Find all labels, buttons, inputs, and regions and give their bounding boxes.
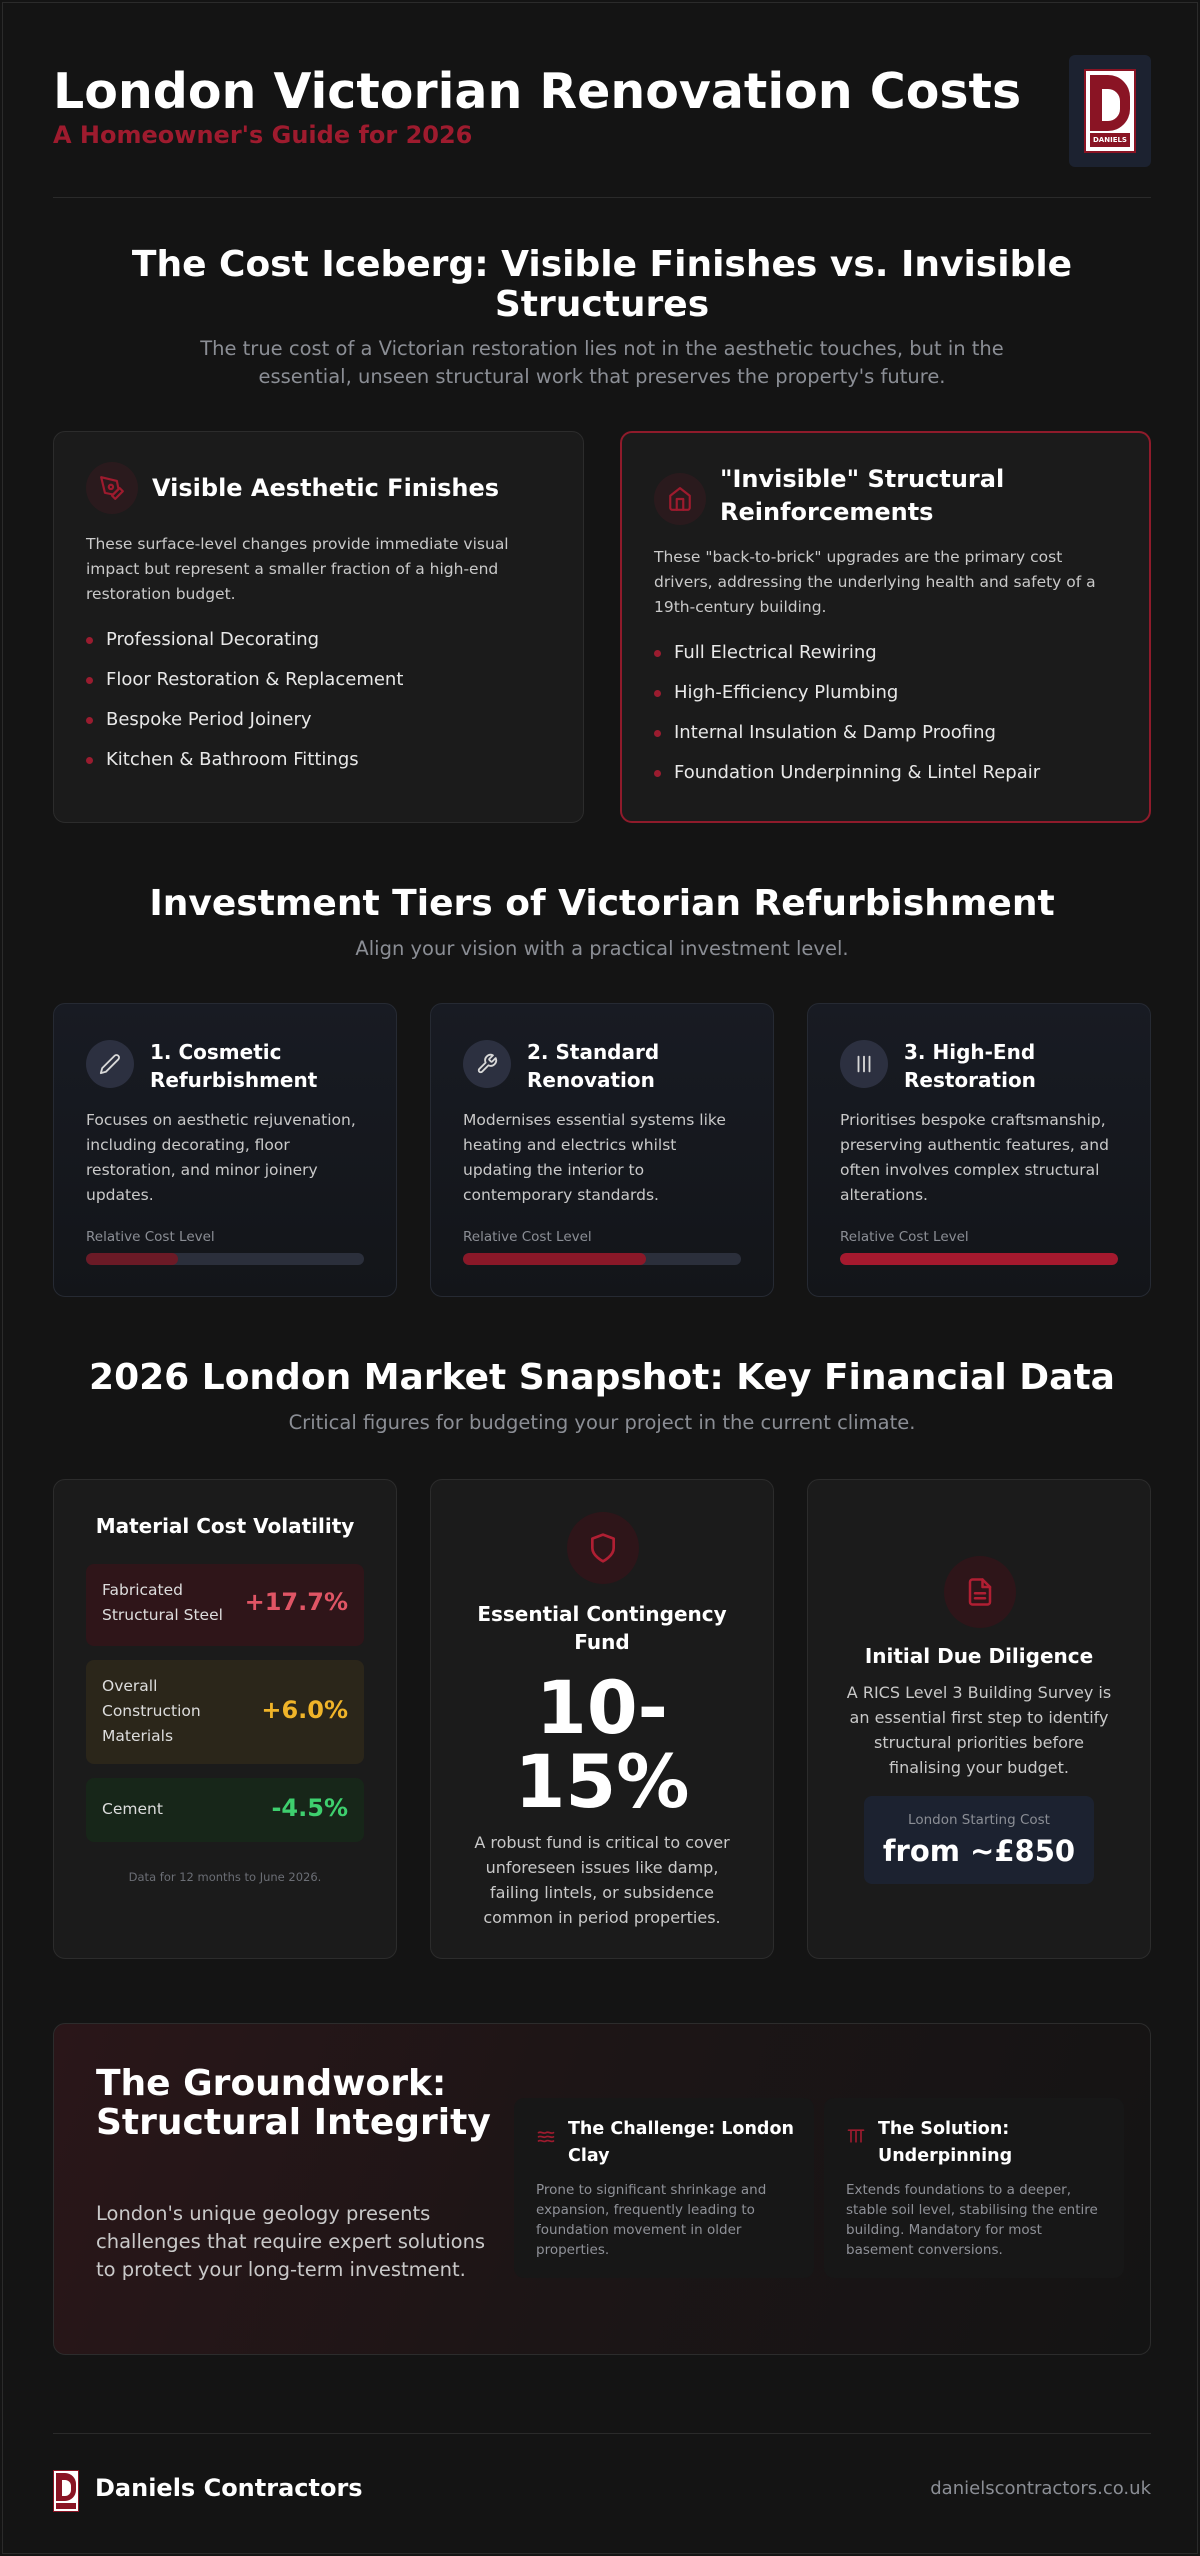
page [2,2,1198,2554]
volatility-title: Material Cost Volatility [95,1514,355,1538]
page-subtitle: A Homeowner's Guide for 2026 [53,121,473,149]
house-icon [654,473,706,525]
tier-card-standard [430,1003,774,1297]
tier-cost-label: Relative Cost Level [463,1229,592,1245]
tier-title: 3. High-End Restoration [904,1040,1036,1092]
challenge-box [514,2098,814,2278]
visible-finishes-list [86,628,403,788]
tier-cost-fill [840,1253,1118,1265]
tier-title: 1. Cosmetic Refurbishment [150,1040,318,1092]
shield-icon [567,1512,639,1584]
tier-cost-bar [840,1253,1118,1265]
tier-card-high-end [807,1003,1151,1297]
visible-finishes-card [53,431,584,823]
list-item: Foundation Underpinning & Lintel Repair [654,761,1040,801]
volatility-row-cement [86,1778,364,1842]
snapshot-section-subtitle: Critical figures for budgeting your project in the current climate. [288,1411,916,1434]
list-item: Kitchen & Bathroom Fittings [86,748,403,788]
volatility-value: -4.5% [271,1794,348,1822]
daniels-logo [1084,69,1136,153]
pencil-icon [86,1040,134,1088]
challenge-description: Prone to significant shrinkage and expansion, frequently leading to foundation movement in older properties. [536,2182,767,2258]
wrench-icon [463,1040,511,1088]
list-item: Bespoke Period Joinery [86,708,403,748]
diligence-description: A RICS Level 3 Building Survey is an essential first step to identify structural priorities before finalising your budget. [846,1683,1112,1777]
list-item: Professional Decorating [86,628,403,668]
structural-reinforcements-list [654,641,1040,801]
document-icon [944,1556,1016,1628]
contingency-stat-line2: 15% [514,1740,690,1825]
volatility-value: +17.7% [244,1588,348,1616]
tier-title: 2. Standard Renovation [527,1040,660,1092]
columns-icon [840,1040,888,1088]
visible-finishes-title: Visible Aesthetic Finishes [152,474,500,502]
groundwork-title: The Groundwork: Structural Integrity [96,2063,491,2143]
contingency-stat-line1: 10- [536,1666,668,1751]
survey-cost-box [864,1796,1094,1884]
volatility-label: Cement [102,1800,163,1818]
tiers-section-subtitle: Align your vision with a practical investment level. [355,937,849,960]
tier-cost-fill [463,1253,646,1265]
tier-cost-label: Relative Cost Level [840,1229,969,1245]
solution-description: Extends foundations to a deeper, stable soil level, stabilising the entire building. Mandatory for most basement conversions. [846,2182,1098,2258]
list-item: Full Electrical Rewiring [654,641,1040,681]
due-diligence-card [807,1479,1151,1959]
waves-icon [536,2126,556,2146]
contingency-title: Essential Contingency Fund [477,1602,727,1654]
volatility-row-steel [86,1564,364,1646]
solution-box [824,2098,1124,2278]
structural-reinforcements-description: These "back-to-brick" upgrades are the primary cost drivers, addressing the underlying health and safety of a 19th-century building. [654,548,1096,616]
groundwork-description: London's unique geology presents challenges that require expert solutions to protect your long-term investment. [96,2202,486,2281]
list-item: Floor Restoration & Replacement [86,668,403,708]
tier-cost-bar [463,1253,741,1265]
footer-website-link[interactable]: danielscontractors.co.uk [930,2478,1151,2499]
volatility-value: +6.0% [261,1696,348,1724]
tier-cost-bar [86,1253,364,1265]
footer [53,2433,1151,2513]
tier-description: Prioritises bespoke craftsmanship, preserving authentic features, and often involves complex structural alterations. [840,1111,1109,1204]
contingency-fund-card [430,1479,774,1959]
tier-cost-fill [86,1253,178,1265]
tier-card-cosmetic [53,1003,397,1297]
snapshot-section-title: 2026 London Market Snapshot: Key Financial Data [89,1357,1115,1398]
survey-cost-value: from ~£850 [882,1834,1076,1868]
paint-pen-icon [86,462,138,514]
tiers-section-title: Investment Tiers of Victorian Refurbishment [149,883,1055,924]
header [53,63,1151,198]
iceberg-section-subtitle: The true cost of a Victorian restoration lies not in the aesthetic touches, but in the essential, unseen structural work that preserves the property's future. [200,337,1004,388]
challenge-title: The Challenge: London Clay [568,2119,794,2166]
structural-reinforcements-card [620,431,1151,823]
iceberg-section-title: The Cost Iceberg: Visible Finishes vs. Invisible Structures [131,244,1073,325]
solution-title: The Solution: Underpinning [878,2119,1013,2166]
logo-container [1069,55,1151,167]
footer-brand: Daniels Contractors [95,2474,363,2502]
structural-reinforcements-title: "Invisible" Structural Reinforcements [720,465,1005,526]
tier-cost-label: Relative Cost Level [86,1229,215,1245]
foundation-icon [846,2126,866,2146]
volatility-label: Overall Construction Materials [102,1677,201,1745]
list-item: Internal Insulation & Damp Proofing [654,721,1040,761]
footer-logo [53,2470,79,2512]
list-item: High-Efficiency Plumbing [654,681,1040,721]
tier-description: Modernises essential systems like heating and electrics whilst updating the interior to contemporary standards. [463,1111,726,1204]
diligence-title: Initial Due Diligence [864,1644,1094,1668]
visible-finishes-description: These surface-level changes provide immediate visual impact but represent a smaller fraction of a high-end restoration budget. [86,535,509,603]
groundwork-section [53,2023,1151,2355]
volatility-row-materials [86,1660,364,1764]
volatility-label: Fabricated Structural Steel [102,1581,223,1624]
page-title: London Victorian Renovation Costs [53,63,1022,120]
logo-text: DANIELS [1090,133,1130,147]
material-volatility-card [53,1479,397,1959]
survey-cost-label: London Starting Cost [908,1812,1050,1828]
tier-description: Focuses on aesthetic rejuvenation, including decorating, floor restoration, and minor joinery updates. [86,1111,356,1204]
volatility-note: Data for 12 months to June 2026. [128,1870,322,1884]
contingency-description: A robust fund is critical to cover unforeseen issues like damp, failing lintels, or subsidence common in period properties. [474,1833,730,1927]
